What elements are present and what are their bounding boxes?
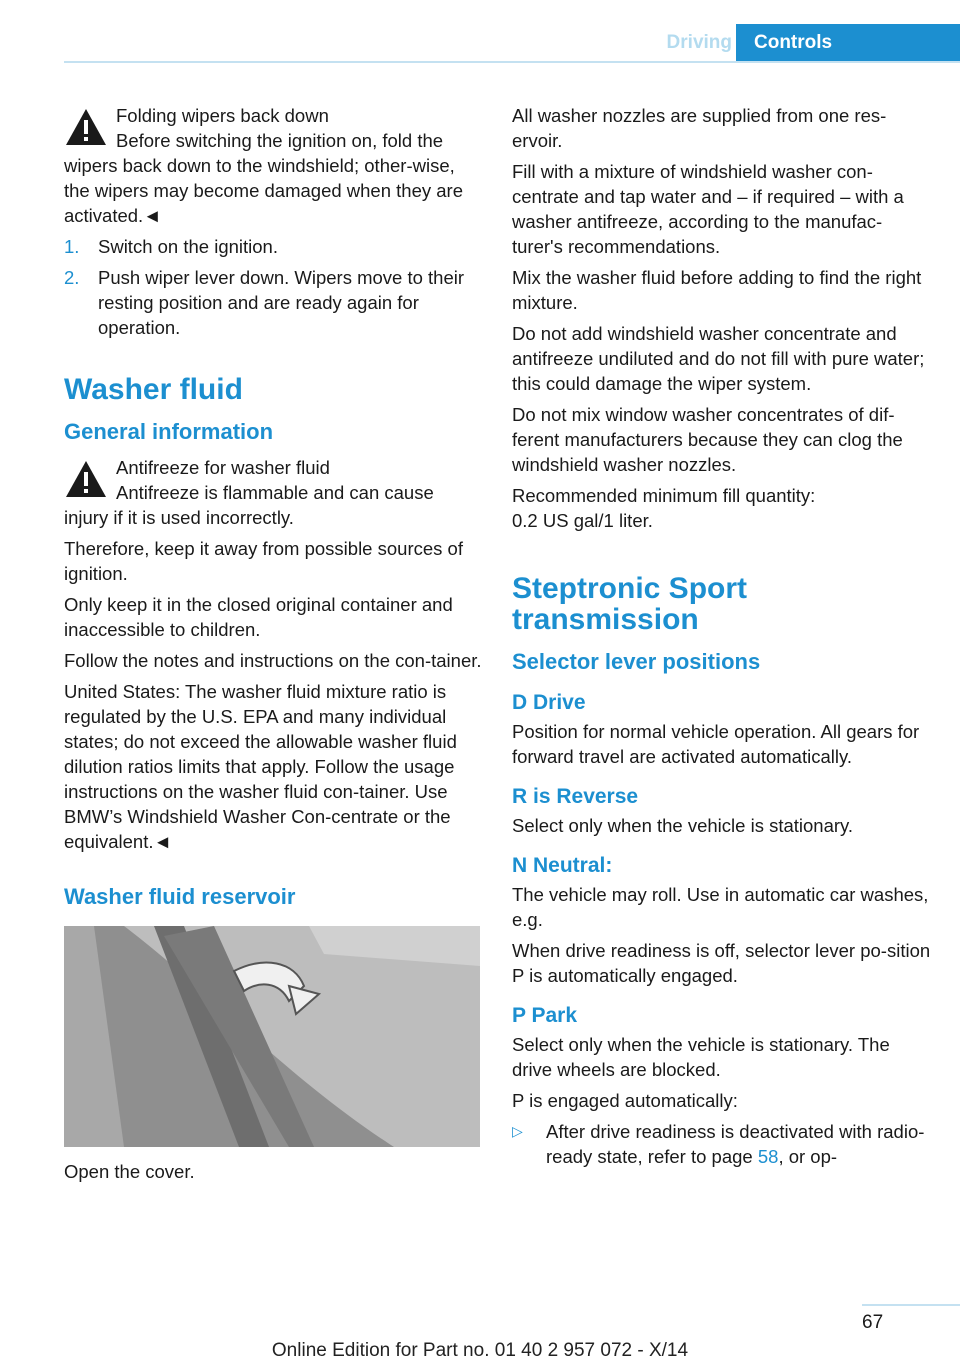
warning-text: Antifreeze is flammable and can cause [116, 482, 434, 503]
paragraph: Recommended minimum fill quantity: [512, 485, 816, 506]
heading-r-reverse: R is Reverse [512, 785, 639, 808]
steps-list [64, 234, 482, 340]
paragraph: 0.2 US gal/1 liter. [512, 510, 653, 531]
paragraph: Select only when the vehicle is stationary. The drive wheels are blocked. [512, 1034, 890, 1080]
warning-triangle-icon [64, 107, 108, 147]
heading-d-drive: D Drive [512, 691, 586, 714]
heading-selector-lever-positions: Selector lever positions [512, 649, 761, 674]
step-item [64, 265, 482, 340]
right-column [512, 103, 932, 1175]
reservoir-illustration [64, 926, 480, 1147]
bullet-text-end: , or op- [778, 1146, 838, 1167]
warning-text: Before switching the ignition on, fold the [116, 130, 444, 151]
list-item [512, 1119, 932, 1169]
heading-washer-fluid-reservoir: Washer fluid reservoir [64, 884, 296, 909]
heading-steptronic: Steptronic Sport transmission [512, 572, 748, 636]
paragraph: All washer nozzles are supplied from one res-ervoir. [512, 105, 887, 151]
triangle-bullet-icon: ▷ [512, 1123, 523, 1139]
step-text: Switch on the ignition. [98, 236, 278, 257]
heading-washer-fluid: Washer fluid [64, 373, 243, 406]
footer-rule [862, 1304, 960, 1306]
edition-footer: Online Edition for Part no. 01 40 2 957 072 - X/14 [271, 1340, 689, 1361]
paragraph: Mix the washer fluid before adding to find the right mixture. [512, 267, 922, 313]
heading-p-park: P Park [512, 1004, 577, 1027]
header-tab-controls: Controls [736, 24, 960, 62]
heading-general-information: General information [64, 419, 274, 444]
warning-folding-wipers [64, 103, 482, 228]
warning-triangle-icon [64, 459, 108, 499]
paragraph: P is engaged automatically: [512, 1090, 738, 1111]
paragraph: Do not add windshield washer concentrate and antifreeze undiluted and do not fill with pure water; this could damage the wiper system. [512, 323, 925, 394]
page-number: 67 [862, 1312, 884, 1333]
step-item [64, 234, 482, 259]
step-number: 1. [64, 236, 80, 257]
warning-title: Folding wipers back down [116, 105, 329, 126]
paragraph: Fill with a mixture of windshield washer con-centrate and tap water and – if required – with a washer antifreeze, according to the manufac-turer's recommendations. [512, 161, 904, 257]
warning-text-cont: injury if it is used incorrectly. [64, 507, 294, 528]
paragraph: Position for normal vehicle operation. All gears for forward travel are activated automatically. [512, 721, 920, 767]
step-number: 2. [64, 267, 80, 288]
bullet-list [512, 1119, 932, 1169]
paragraph: Follow the notes and instructions on the con-tainer. [64, 650, 482, 671]
bullet-text: After drive readiness is deactivated with radio-ready state, refer to page [546, 1121, 925, 1167]
paragraph: United States: The washer fluid mixture ratio is regulated by the U.S. EPA and many individual states; do not exceed the allowable washer fluid dilution ratios limits that apply. Follow the usage instructions on the washer fluid con-tainer. Use BMW’s Windshield Washer Con-centrate or the equivalent.◄ [64, 681, 457, 852]
step-text: Push wiper lever down. Wipers move to their resting position and are ready again for operation. [98, 267, 465, 338]
paragraph: When drive readiness is off, selector lever po-sition P is automatically engaged. [512, 940, 931, 986]
left-column [64, 103, 482, 1190]
warning-title: Antifreeze for washer fluid [116, 457, 330, 478]
paragraph: Therefore, keep it away from possible sources of ignition. [64, 538, 463, 584]
header-rule [64, 61, 960, 63]
paragraph: Do not mix window washer concentrates of dif-ferent manufacturers because they can clog the windshield washer nozzles. [512, 404, 903, 475]
paragraph: The vehicle may roll. Use in automatic car washes, e.g. [512, 884, 929, 930]
reservoir-illustration-drawing [64, 926, 480, 1147]
warning-antifreeze [64, 455, 482, 530]
heading-n-neutral: N Neutral: [512, 854, 613, 877]
warning-text-cont: wipers back down to the windshield; other-wise, the wipers may become damaged when they are activated.◄ [64, 155, 463, 226]
figure-caption: Open the cover. [64, 1161, 195, 1182]
paragraph: Only keep it in the closed original container and inaccessible to children. [64, 594, 453, 640]
page-reference-link[interactable]: 58 [757, 1146, 779, 1167]
header-tab-driving: Driving [666, 32, 732, 53]
paragraph: Select only when the vehicle is stationary. [512, 815, 854, 836]
